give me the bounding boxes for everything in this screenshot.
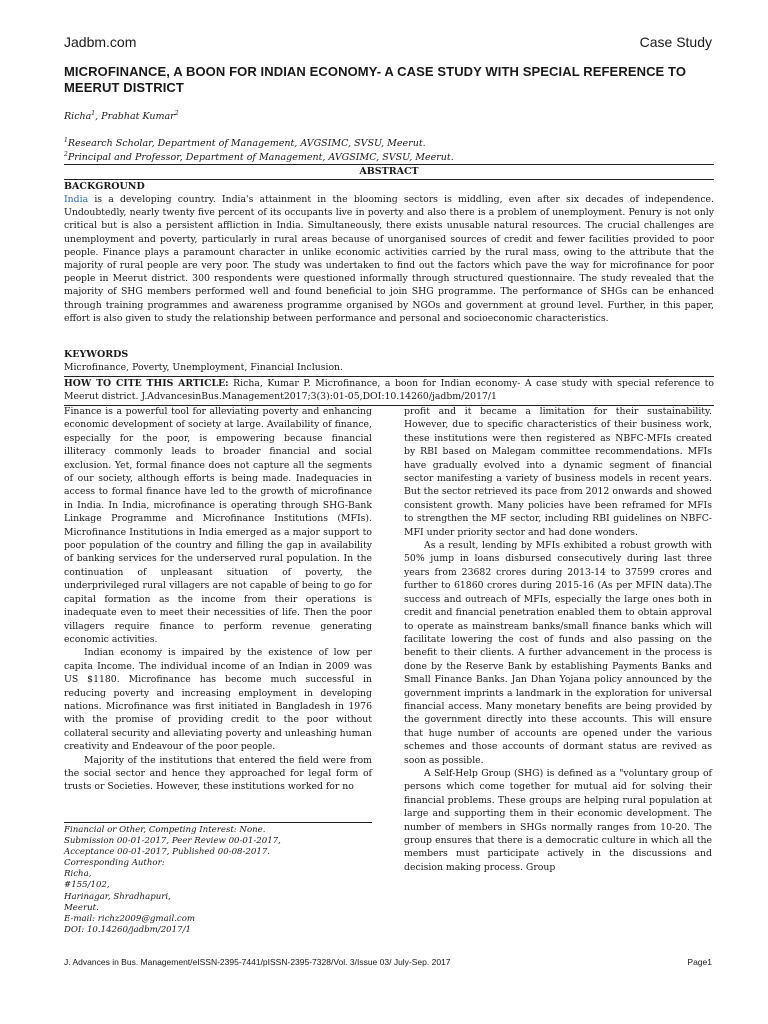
article-info-line: Meerut. (64, 902, 99, 913)
right-column (404, 405, 712, 874)
article-info-line: Corresponding Author: (64, 858, 165, 869)
body-paragraph: Majority of the institutions that entered the field were from the social sector and hence they approached for legal form of trusts or Societies. However, these institutions worked for no (64, 754, 372, 793)
body-paragraph: Finance is a powerful tool for alleviating poverty and enhancing economic development of society at large. Availability of finance, especially for the poor, is empowering because financial illiteracy commonly leads to broader financial and social exclusion. Yet, formal finance does not capture all the segments of our society, although efforts is being made. Inadequacies in access to formal finance have led to the growth of microfinance in India. In India, microfinance is operating through SHG-Bank Linkage Programme and Microfinance Institutions (MFIs). Microfinance Institutions in India emerged as a major support to poor population of the country and filling the gap in availability of banking services for the underserved rural population. In the continuation of unpleasant situation of poverty, the underprivileged rural villagers are not capable of being to go for capital formation as the income from their operations is inadequate even to meet their necessities of life. Then the poor villagers require finance to perform revenue generating economic activities. (64, 406, 372, 645)
article-info-box (64, 822, 372, 936)
left-column (64, 405, 372, 794)
author-superscript: 2 (174, 110, 179, 117)
abstract-first-word[interactable]: India (64, 194, 89, 205)
journal-footer: J. Advances in Bus. Management/eISSN-2395-7441/pISSN-2395-7328/Vol. 3/Issue 03/ July-Sep. 2017 (64, 957, 451, 967)
citation-label: HOW TO CITE THIS ARTICLE: (64, 378, 229, 389)
affiliation-superscript: 1 (64, 137, 68, 144)
abstract-text (64, 193, 714, 325)
author-superscript: 1 (91, 110, 96, 117)
background-heading: BACKGROUND (64, 181, 145, 192)
affiliation-text: Research Scholar, Department of Management, AVGSIMC, SVSU, Meerut. (67, 138, 426, 150)
author-name: Richa (64, 111, 92, 123)
affiliation-1 (64, 137, 426, 149)
abstract-body: is a developing country. India's attainment in the blooming sectors is middling, even after six decades of independence. Undoubtedly, nearly twenty five percent of its occupants live in poverty and also there is a problem of unemployment. Penury is not only critical but is also a persistent affliction in India. Simultaneously, there exists unusable natural resources. The crucial challenges are unemployment and poverty, particularly in rural areas because of unorganised sources of credit and fewer facilities provided to poor people. Finance plays a paramount character in unlike economic activities carried by the rural mass, owing to the attribute that the majority of rural people are very poor. The study was undertaken to find out the factors which pave the way for microfinance for poor people in Meerut district. 300 respondents were questioned informally through structured questionnaire. The study revealed that the majority of SHG members performed well and found beneficial to join SHG programme. The performance of SHGs can be enhanced through training programmes and awareness programme organised by NGOs and government at ground level. Further, in this paper, effort is also given to study the relationship between performance and personal and socioeconomic characteristics. (64, 194, 714, 324)
page-number: Page1 (687, 957, 712, 967)
article-info-line: Financial or Other, Competing Interest: None. (64, 825, 266, 835)
site-name: Jadbm.com (64, 34, 137, 50)
author-separator: , (95, 111, 102, 123)
author-line (64, 110, 179, 122)
section-label: Case Study (639, 34, 712, 50)
keywords-heading: KEYWORDS (64, 349, 129, 360)
affiliation-superscript: 2 (64, 151, 68, 158)
body-paragraph: Indian economy is impaired by the existence of low per capita Income. The individual income of an Indian in 2009 was US $1180. Microfinance has become much successful in reducing poverty and increasing employment in developing nations. Microfinance was first initiated in Bangladesh in 1976 with the promise of providing credit to the poor without collateral security and alleviating poverty and unleashing human creativity and Endeavour of the poor people. (64, 647, 372, 753)
article-info-line: #155/102, (64, 880, 110, 891)
article-info-line: Harinagar, Shradhapuri, (64, 891, 171, 902)
body-paragraph: As a result, lending by MFIs exhibited a robust growth with 50% jump in loans disbursed consecutively during last three years from 23682 crores during 2013-14 to 37599 crores and further to 61860 crores during 2015-16 (As per MFIN data).The success and outreach of MFIs, especially the large ones both in credit and financial penetration enabled them to obtain approval to operate as mainstream banks/small finance banks which will facilitate lowering the cost of funds and also passing on the benefit to their clients. A further advancement in the process is done by the Reserve Bank by establishing Payments Banks and Small Finance Banks. Jan Dhan Yojana policy announced by the government imprints a landmark in the exploration for universal financial access. Many monetary benefits are being provided by the government directly into these accounts. This will ensure that huge number of accounts are opened under the various schemes and those accounts of dormant status are revived as soon as possible. (404, 540, 712, 766)
citation-text: Richa, Kumar P. Microfinance, a boon for Indian economy- A case study with special reference to Meerut district. J.AdvancesinBus.Management2017;3(3):01-05,DOI:10.14260/jadbm/2017/1 (64, 378, 714, 402)
body-paragraph: profit and it became a limitation for their sustainability. However, due to specific characteristics of their business work, these institutions were then registered as NBFC-MFIs created by RBI based on Malegam committee recommendations. MFIs have gradually evolved into a dynamic segment of financial sector manifesting a variety of business models in recent years. But the sector retrieved its pace from 2012 onwards and showed consistent growth. Many policies have been reframed for MFIs to strengthen the MF sector, including RBI guidelines on NBFC-MFI under priority sector and had done wonders. (404, 406, 712, 538)
affiliation-2 (64, 151, 454, 163)
citation-box (64, 376, 714, 406)
article-info-line: Acceptance 00-01-2017, Published 00-08-2017. (64, 847, 271, 858)
abstract-heading: ABSTRACT (64, 164, 714, 180)
affiliation-text: Principal and Professor, Department of Management, AVGSIMC, SVSU, Meerut. (67, 152, 454, 164)
article-info-line: Richa, (64, 869, 92, 880)
article-info-line: Submission 00-01-2017, Peer Review 00-01-2017, (64, 836, 281, 847)
keywords-text: Microfinance, Poverty, Unemployment, Financial Inclusion. (64, 362, 343, 373)
body-paragraph: A Self-Help Group (SHG) is defined as a "voluntary group of persons which come together for mutual aid for solving their financial problems. These groups are helping rural population at large and supporting them in their economic development. The number of members in SHGs normally ranges from 10-20. The group ensures that there is a democratic culture in which all the members must participate actively in the discussions and decision making process. Group (404, 767, 712, 873)
paper-title: MICROFINANCE, A BOON FOR INDIAN ECONOMY- A CASE STUDY WITH SPECIAL REFERENCE TO MEERUT DISTRICT (64, 64, 687, 95)
article-info-email[interactable]: E-mail: richz2009@gmail.com (64, 913, 196, 924)
article-info-doi: DOI: 10.14260/jadbm/2017/1 (64, 924, 191, 935)
author-name: Prabhat Kumar (101, 111, 175, 123)
